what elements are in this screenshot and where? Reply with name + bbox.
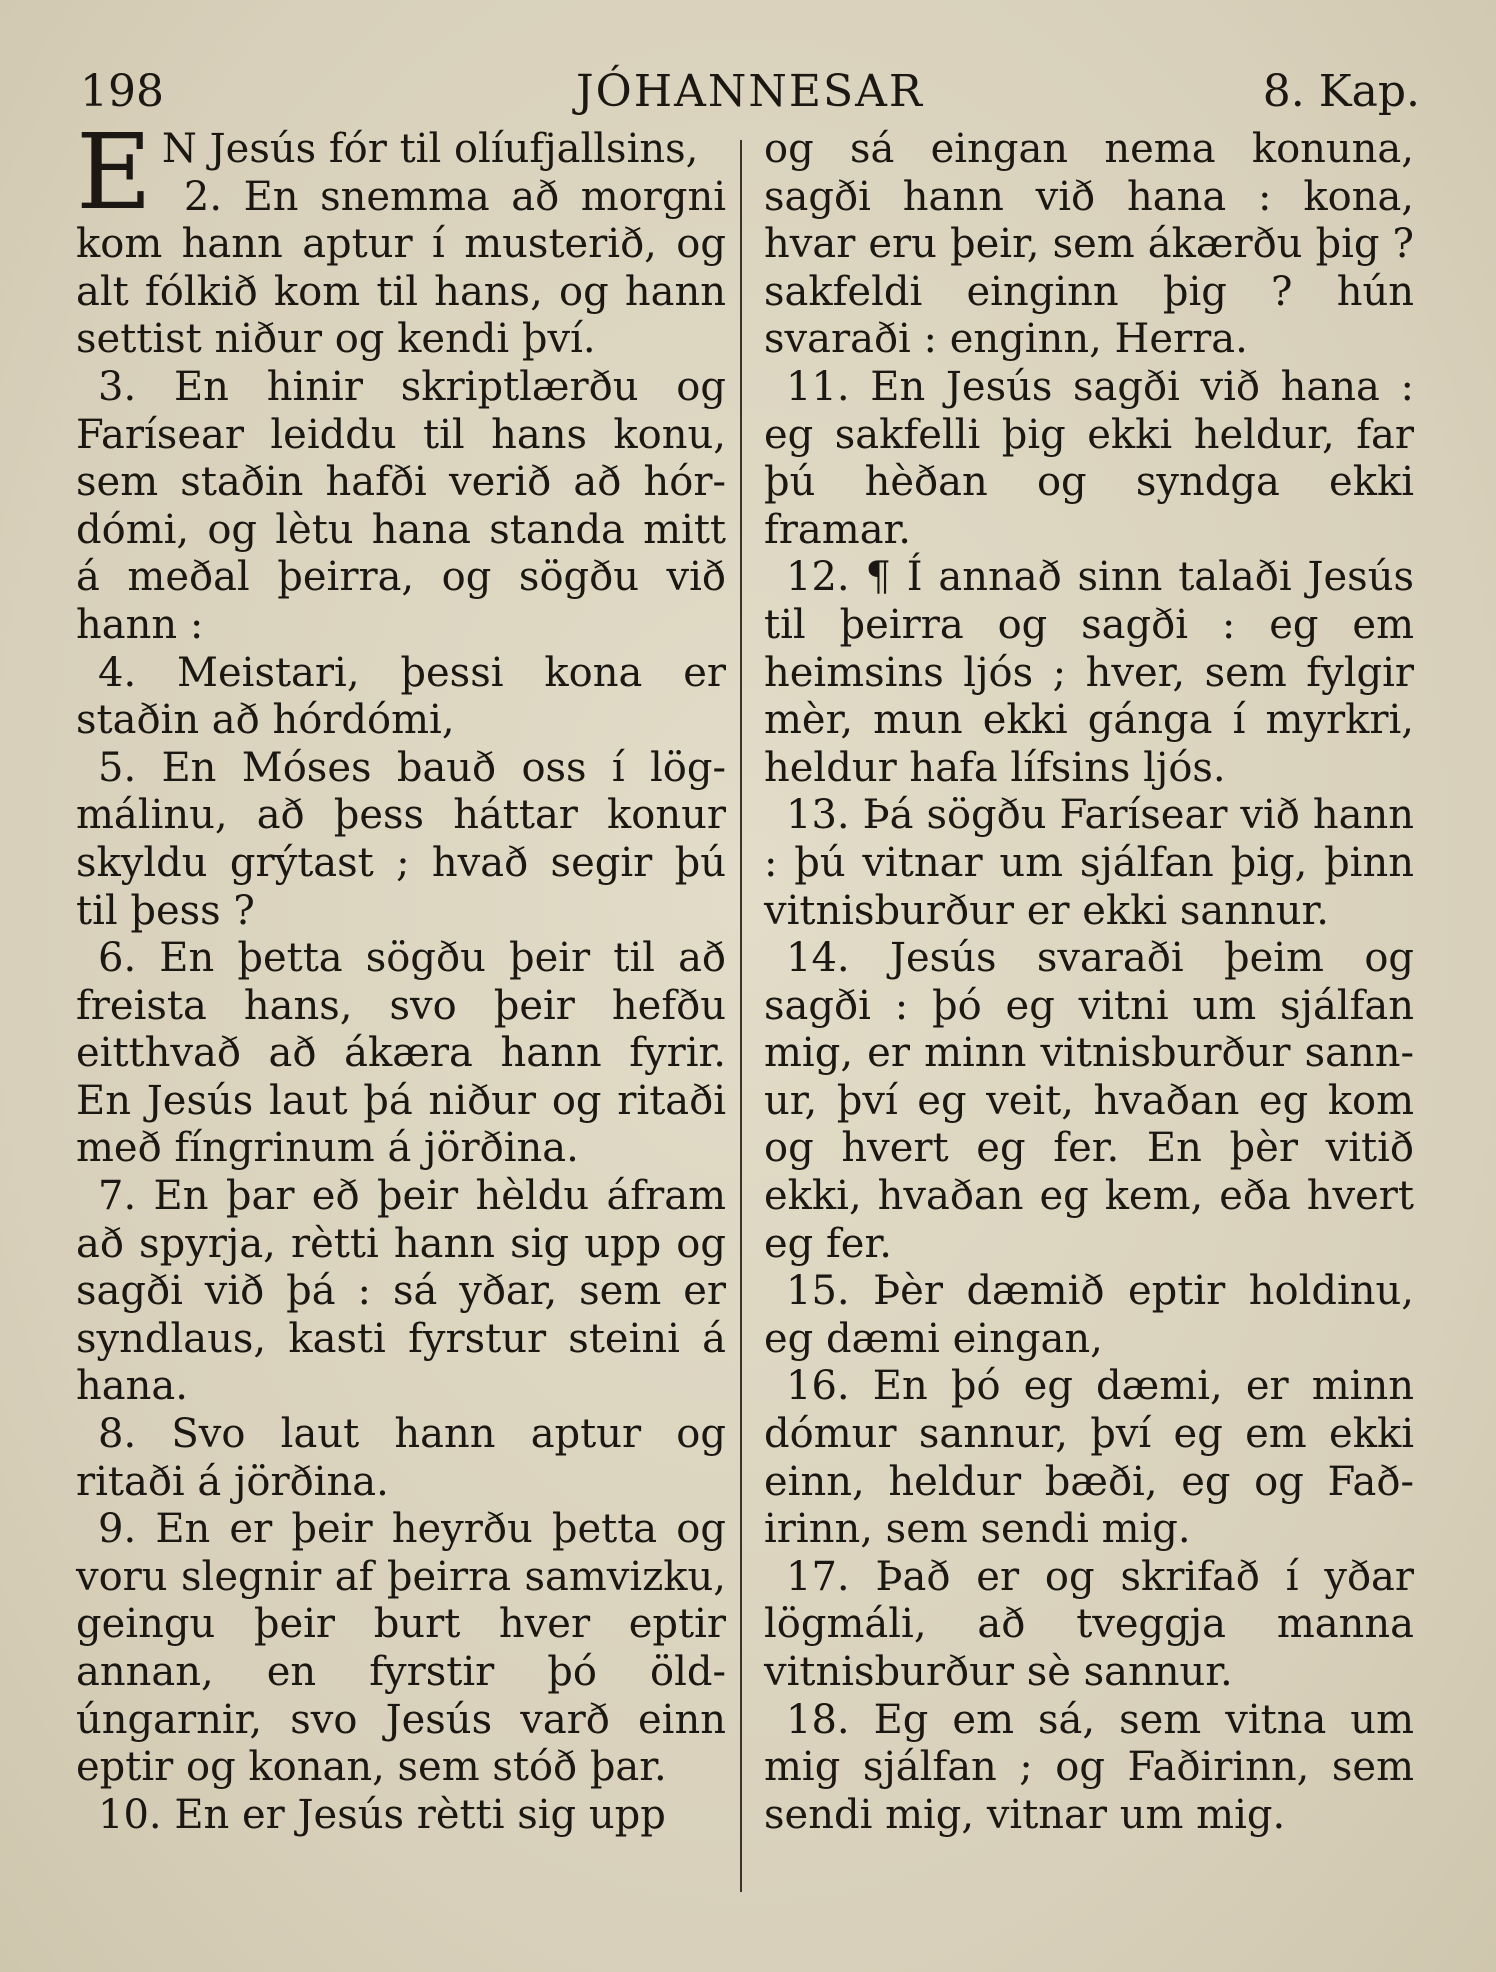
verse: 3. En hinir skriptlærðu og Farísear leiddu til hans konu, sem staðin hafði verið að hórdómi, og lètu hana standa mitt á meðal þeirra, og sögðu við hann : [76,363,726,648]
verse: 7. En þar eð þeir hèldu áfram að spyrja, rètti hann sig upp og sagði við þá : sá yðar, sem er syndlaus, kasti fyrstur steini á hana. [76,1173,726,1410]
verse: 18. Eg em sá, sem vitna um mig sjálfan ; og Faðirinn, sem sendi mig, vitnar um mig. [764,1696,1414,1838]
verse: 5. En Móses bauð oss í lögmálinu, að þess háttar konur skyldu grýtast ; hvað segir þú til þess ? [76,744,726,934]
verse-continuation: og sá eingan nema konuna, sagði hann við hana : kona, hvar eru þeir, sem ákærðu þig ? sakfeldi einginn þig ? hún svaraði : enginn, Herra. [764,126,1414,363]
verse: 2. En snemma að morgni kom hann aptur í musterið, og alt fólkið kom til hans, og hann settist niður og kendi því. [76,173,726,363]
verse: 14. Jesús svaraði þeim og sagði : þó eg vitni um sjálfan mig, er minn vitnisburður sannur, því eg veit, hvaðan eg kom og hvert eg fer. En þèr vitið ekki, hvaðan eg kem, eða hvert eg fer. [764,935,1414,1267]
verse: 17. Það er og skrifað í yðar lögmáli, að tveggja manna vitnisburður sè sannur. [764,1553,1414,1695]
verse: 16. En þó eg dæmi, er minn dómur sannur, því eg em ekki einn, heldur bæði, eg og Faðirinn, sem sendi mig. [764,1363,1414,1553]
verse: 12. ¶ Í annað sinn talaði Jesús til þeirra og sagði : eg em heimsins ljós ; hver, sem fylgir mèr, mun ekki gánga í myrkri, heldur hafa lífsins ljós. [764,554,1414,791]
running-header [80,62,1420,122]
column-divider [740,140,742,1892]
verse: 9. En er þeir heyrðu þetta og voru slegnir af þeirra samvizku, geingu þeir burt hver eptir annan, en fyrstir þó öldúngarnir, svo Jesús varð einn eptir og konan, sem stóð þar. [76,1506,726,1791]
verse: 4. Meistari, þessi kona er staðin að hórdómi, [76,649,726,744]
verse: 8. Svo laut hann aptur og ritaði á jörðina. [76,1411,726,1505]
verse: 10. En er Jesús rètti sig upp [98,1791,666,1838]
verse: 15. Þèr dæmið eptir holdinu, eg dæmi eingan, [764,1268,1414,1362]
right-column [764,126,1414,1839]
chapter-label: 8. Kap. [1262,66,1420,117]
page-number: 198 [80,66,164,117]
verse: 6. En þetta sögðu þeir til að freista hans, svo þeir hefðu eitthvað að ákæra hann fyrir. En Jesús laut þá niður og ritaði með fíngrinum á jörðina. [76,935,726,1172]
verse-1 [76,111,726,233]
book-title: JÓHANNESAR [575,66,925,117]
verse: 13. Þá sögðu Farísear við hann : þú vitnar um sjálfan þig, þinn vitnisburður er ekki sannur. [764,792,1414,934]
verse: 11. En Jesús sagði við hana : eg sakfelli þig ekki heldur, far þú hèðan og syndga ekki framar. [764,363,1414,553]
drop-cap: E [76,111,152,233]
verse-1-text: N Jesús fór til olíufjallsins, [161,126,699,172]
left-column [76,111,726,1839]
